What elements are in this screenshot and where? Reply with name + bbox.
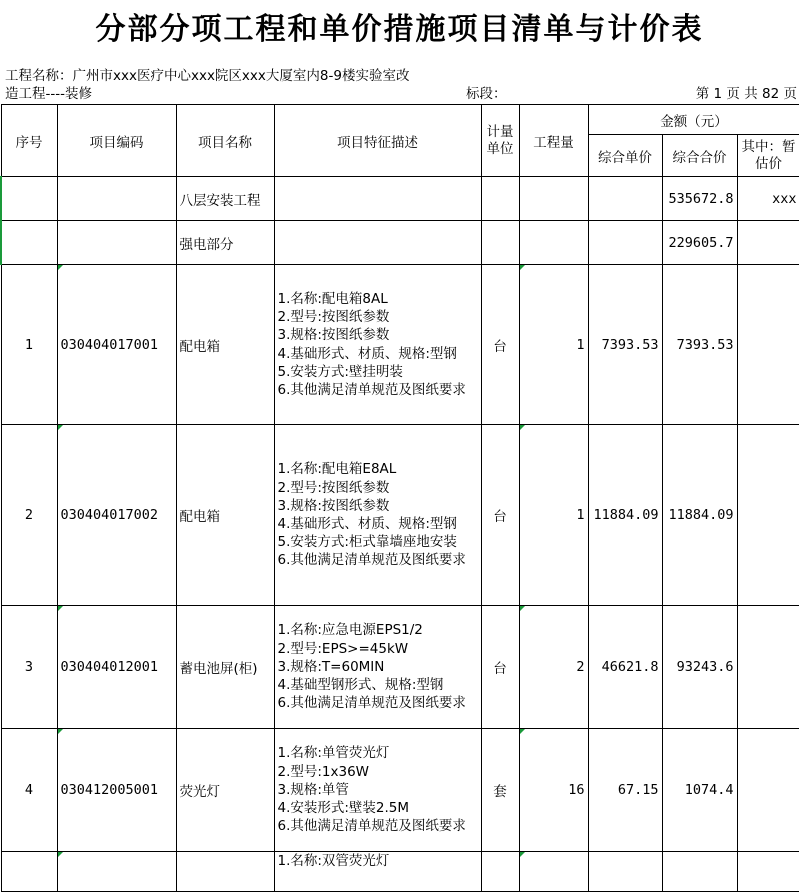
desc-line: 6.其他满足清单规范及图纸要求 <box>277 552 466 569</box>
desc-line: 2.型号:按图纸参数 <box>277 479 390 496</box>
item-code: 030404012001 <box>57 606 176 729</box>
desc-line: 3.规格:按图纸参数 <box>277 497 390 514</box>
table-row <box>1 606 799 729</box>
desc-line: 1.名称:配电箱8AL <box>277 290 388 307</box>
header-seq: 序号 <box>1 105 57 177</box>
project-name-line2: 造工程----装修 <box>5 86 92 102</box>
desc-line: 3.规格:单管 <box>277 781 349 798</box>
table-row <box>1 177 799 221</box>
desc-line: 5.安装方式:壁挂明装 <box>277 363 403 380</box>
item-code: 030404017001 <box>57 265 176 425</box>
desc-line: 1.名称:应急电源EPS1/2 <box>277 622 423 639</box>
group-total: 535672.8 <box>662 177 737 221</box>
desc-line: 1.名称:配电箱E8AL <box>277 461 397 478</box>
group-total: 229605.7 <box>662 221 737 265</box>
item-seq: 1 <box>1 265 57 425</box>
desc-line: 6.其他满足清单规范及图纸要求 <box>277 818 466 835</box>
page-title: 分部分项工程和单价措施项目清单与计价表 <box>95 12 704 47</box>
header-name: 项目名称 <box>176 105 274 177</box>
desc-line: 2.型号:按图纸参数 <box>277 309 390 326</box>
desc-line: 6.其他满足清单规范及图纸要求 <box>277 695 466 712</box>
table-row <box>1 265 799 425</box>
item-unit-price: 11884.09 <box>588 425 662 606</box>
header-amount: 金额（元） <box>588 105 799 135</box>
item-code: 030412005001 <box>57 729 176 852</box>
item-desc <box>274 729 481 852</box>
header-total: 综合合价 <box>662 135 737 177</box>
desc-line: 3.规格:按图纸参数 <box>277 327 390 344</box>
item-unit-price: 67.15 <box>588 729 662 852</box>
desc-line: 6.其他满足清单规范及图纸要求 <box>277 381 466 398</box>
item-name: 荧光灯 <box>176 729 274 852</box>
group-name: 强电部分 <box>176 221 274 265</box>
bill-table <box>0 104 799 892</box>
header-desc: 项目特征描述 <box>274 105 481 177</box>
item-name: 配电箱 <box>176 425 274 606</box>
item-name: 蓄电池屏(柜) <box>176 606 274 729</box>
item-total: 93243.6 <box>662 606 737 729</box>
section-label: 标段： <box>466 86 507 102</box>
desc-line: 4.基础形式、材质、规格:型钢 <box>277 345 457 362</box>
item-seq: 3 <box>1 606 57 729</box>
table-row <box>1 729 799 852</box>
item-qty: 2 <box>519 606 588 729</box>
desc-line: 2.型号:1x36W <box>277 763 370 780</box>
group-of-which: xxx <box>737 177 799 221</box>
item-qty: 1 <box>519 425 588 606</box>
desc-line: 4.基础型钢形式、规格:型钢 <box>277 677 444 694</box>
item-unit-price: 7393.53 <box>588 265 662 425</box>
desc-line: 3.规格:T=60MIN <box>277 658 385 675</box>
item-unit-price: 46621.8 <box>588 606 662 729</box>
header-of-which: 其中：暂估价 <box>737 135 799 177</box>
item-unit: 套 <box>481 729 519 852</box>
header-unit: 计量单位 <box>481 105 519 177</box>
header-qty: 工程量 <box>519 105 588 177</box>
group-name: 八层安装工程 <box>176 177 274 221</box>
item-seq: 2 <box>1 425 57 606</box>
group-of-which <box>737 221 799 265</box>
item-desc <box>274 265 481 425</box>
item-total: 1074.4 <box>662 729 737 852</box>
desc-line: 1.名称:单管荧光灯 <box>277 745 390 762</box>
item-desc <box>274 852 481 892</box>
table-row <box>1 221 799 265</box>
project-name-line1: 工程名称：广州市xxx医疗中心xxx院区xxx大厦室内8-9楼实验室改 <box>5 68 410 84</box>
desc-line: 1.名称:双管荧光灯 <box>277 853 390 869</box>
header-unit-price: 综合单价 <box>588 135 662 177</box>
item-unit: 台 <box>481 425 519 606</box>
desc-line: 4.基础形式、材质、规格:型钢 <box>277 516 457 532</box>
desc-line: 2.型号:EPS>=45kW <box>277 640 409 657</box>
item-code: 030404017002 <box>57 425 176 606</box>
table-row <box>1 852 799 892</box>
item-unit: 台 <box>481 265 519 425</box>
item-desc <box>274 425 481 606</box>
item-qty: 1 <box>519 265 588 425</box>
desc-line: 4.安装形式:壁装2.5M <box>277 800 410 817</box>
item-qty: 16 <box>519 729 588 852</box>
item-desc <box>274 606 481 729</box>
item-total: 11884.09 <box>662 425 737 606</box>
item-unit: 台 <box>481 606 519 729</box>
item-seq: 4 <box>1 729 57 852</box>
item-name: 配电箱 <box>176 265 274 425</box>
page-info: 第 1 页 共 82 页 <box>695 86 797 102</box>
table-row <box>1 425 799 606</box>
desc-line: 5.安装方式:柜式靠墙座地安装 <box>277 534 457 551</box>
header-code: 项目编码 <box>57 105 176 177</box>
item-total: 7393.53 <box>662 265 737 425</box>
